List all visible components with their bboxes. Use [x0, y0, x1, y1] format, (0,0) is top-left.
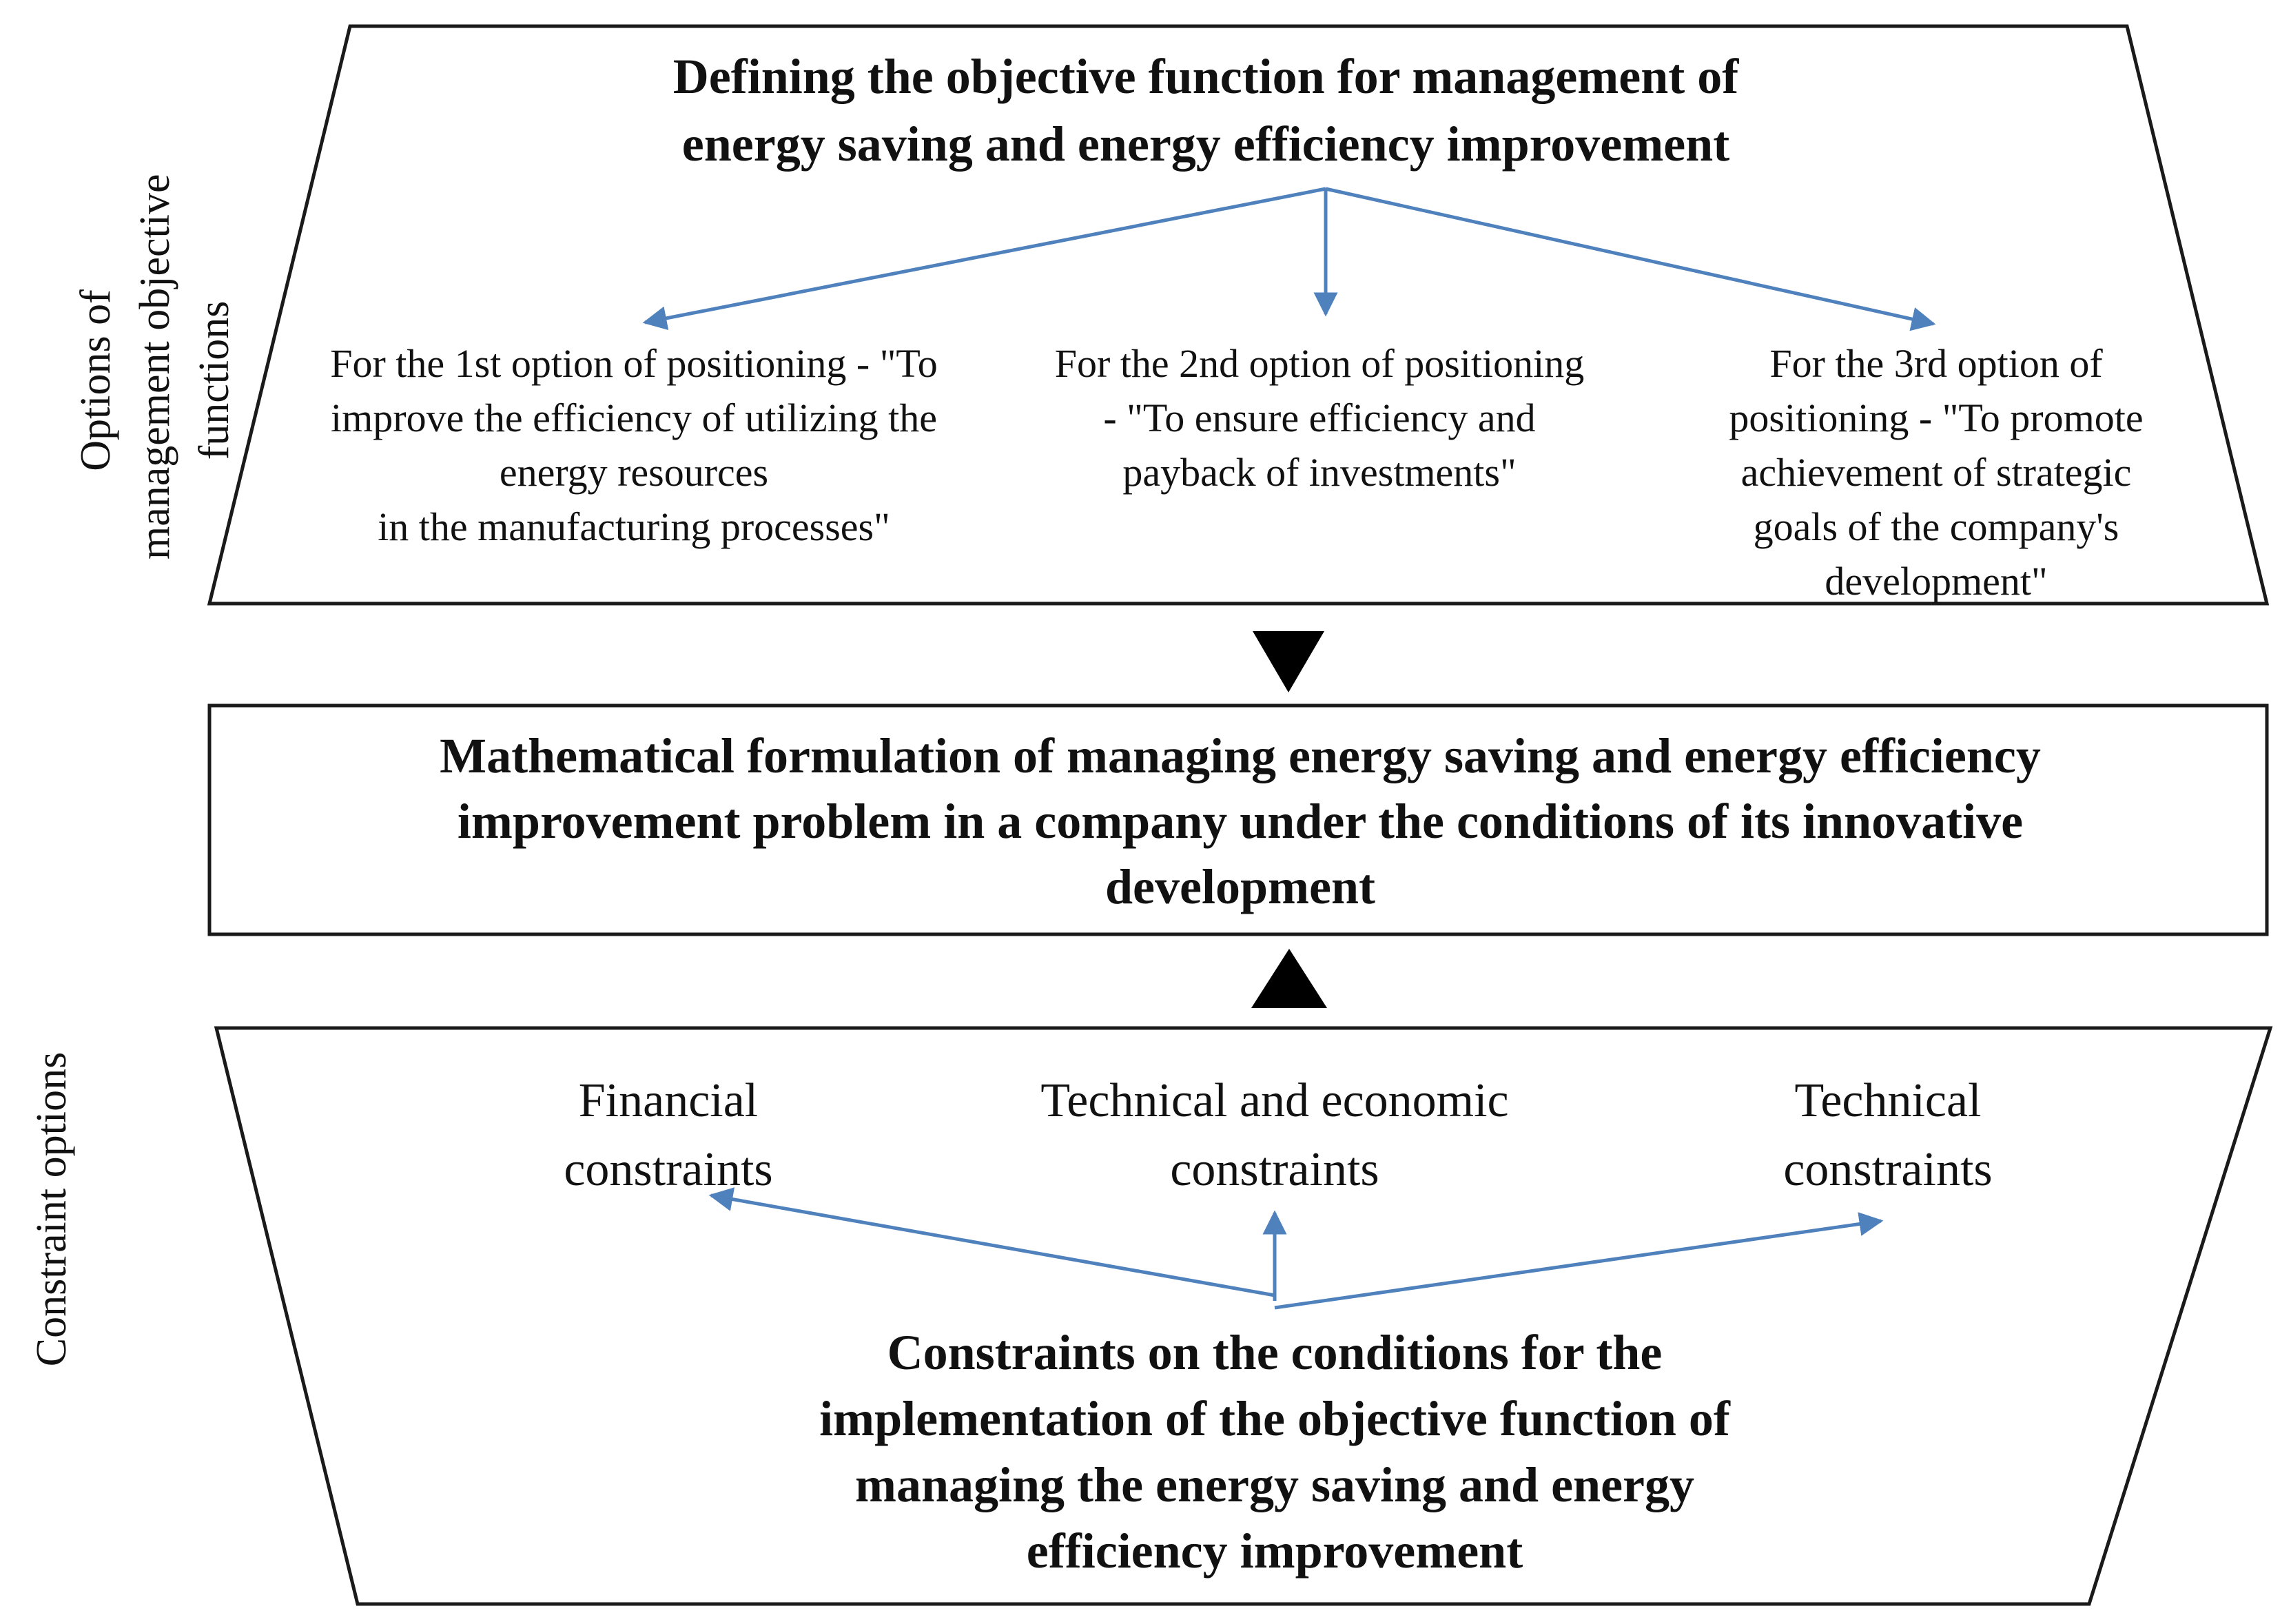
- constraint-line: Financial: [578, 1074, 759, 1127]
- option-line: goals of the company's: [1753, 504, 2119, 549]
- constraint-line: Technical: [1794, 1074, 1982, 1127]
- formulation-line: development: [1105, 859, 1375, 914]
- positioning-option-3: [1647, 336, 2226, 608]
- constraint-options-side-label: [22, 992, 81, 1426]
- constraints-title-line: efficiency improvement: [1026, 1523, 1523, 1579]
- formulation-line: Mathematical formulation of managing energy saving and energy efficiency: [440, 728, 2041, 783]
- constraint-line: constraints: [564, 1143, 773, 1196]
- up-arrow: [1251, 949, 1327, 1008]
- side-label-line: Constraint options: [28, 1051, 75, 1367]
- title-line: energy saving and energy efficiency improvement: [681, 116, 1730, 172]
- positioning-option-2: [992, 336, 1647, 500]
- constraints-title: [620, 1319, 1929, 1584]
- constraints-title-line: managing the energy saving and energy: [854, 1457, 1695, 1512]
- financial-constraints: [475, 1067, 861, 1204]
- side-label-line: Options of: [72, 289, 119, 471]
- side-label-line: functions: [191, 300, 238, 460]
- option-line: payback of investments": [1122, 450, 1517, 495]
- option-line: positioning - "To promote: [1729, 395, 2144, 440]
- formulation-line: improvement problem in a company under the conditions of its innovative: [457, 794, 2024, 849]
- option-line: For the 3rd option of: [1769, 341, 2103, 386]
- option-line: For the 2nd option of positioning: [1054, 341, 1585, 386]
- side-label-line: management objective: [132, 174, 178, 559]
- objective-options-side-label: [66, 174, 244, 559]
- constraint-line: constraints: [1783, 1143, 1993, 1196]
- arrow-to-financial: [711, 1195, 1275, 1295]
- positioning-option-1: [262, 336, 1006, 554]
- constraints-title-line: Constraints on the conditions for the: [887, 1325, 1663, 1380]
- constraint-line: constraints: [1170, 1143, 1379, 1196]
- option-line: energy resources: [499, 450, 769, 495]
- down-arrow: [1253, 631, 1324, 692]
- mathematical-formulation-text: [227, 723, 2253, 920]
- constraint-line: Technical and economic: [1040, 1074, 1509, 1127]
- title-line: Defining the objective function for management of: [672, 49, 1739, 104]
- option-line: achievement of strategic: [1740, 450, 2132, 495]
- constraints-title-line: implementation of the objective function of: [819, 1391, 1730, 1446]
- arrow-to-option-3: [1326, 189, 1933, 324]
- technical-economic-constraints: [965, 1067, 1585, 1204]
- objective-function-title: [620, 43, 1791, 178]
- option-line: in the manufacturing processes": [378, 504, 890, 549]
- option-line: For the 1st option of positioning - "To: [330, 341, 938, 386]
- technical-constraints: [1688, 1067, 2088, 1204]
- option-line: improve the efficiency of utilizing the: [331, 395, 937, 440]
- arrow-to-option-1: [645, 189, 1326, 322]
- arrow-to-technical: [1275, 1221, 1881, 1308]
- option-line: - "To ensure efficiency and: [1103, 395, 1536, 440]
- option-line: development": [1825, 559, 2048, 604]
